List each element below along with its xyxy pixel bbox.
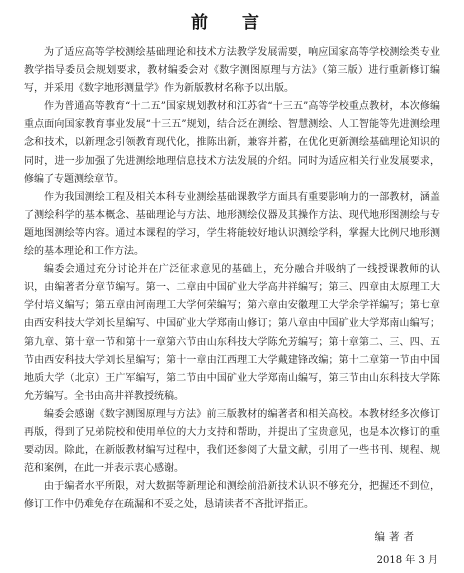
signature-date: 2018 年 3 月: [376, 555, 438, 566]
paragraph-2: 作为普通高等教育“十二五”国家规划教材和江苏省“十三五”高等学校重点教材，本次修编重点面向国家教育事业发展“十三五”规划，结合泛在测绘、智慧测绘、人工智能等先进测绘理念和技术，以新理念引领教育现代化，推陈出新，兼容并蓄，在优化更新测绘基础理论知识的同时，进一步加强了先进测绘地理信息技术方法发展的介绍。同时为适应相关行业发展要求，修编了专题测绘章节。: [24, 101, 440, 185]
page-title: 前 言: [191, 13, 273, 33]
paragraph-3: 作为我国测绘工程及相关本科专业测绘基础课教学方面具有重要影响力的一部教材，涵盖了测绘科学的基本概念、基础理论与方法、地形测绘仪器及其操作方法、现代地形图测绘与专题地图测绘等内容。通过本课程的学习，学生将能较好地认识测绘学科，掌握大比例尺地形测绘的基本理论和工作方法。: [24, 191, 440, 258]
paragraph-5: 编委会感谢《数字测图原理与方法》前三版教材的编著者和相关高校。本教材经多次修订再版，得到了兄弟院校和使用单位的大力支持和帮助，并提出了宝贵意见，也是本次修订的重要动因。除此，在新版教材编写过程中，我们还参阅了大量文献，引用了一些书刊、规程、规范和案例，在此一并表示衷心感谢。: [24, 408, 440, 475]
paragraph-6: 由于编者水平所限，对大数据等新理论和测绘前沿新技术认识不够充分，把握还不到位，修订工作中仍难免存在疏漏和不妥之处，恳请读者不吝批评指正。: [24, 481, 440, 511]
paragraph-1: 为了适应高等学校测绘基础理论和技术方法教学发展需要，响应国家高等学校测绘类专业教学指导委员会规划要求，教材编委会对《数字测图原理与方法》（第三版）进行重新修订编写，并采用《数字地形测量学》作为新版教材名称予以出版。: [24, 47, 440, 95]
author-signature: 编著者: [374, 531, 418, 543]
paragraph-4: 编委会通过充分讨论并在广泛征求意见的基础上，充分融合并吸纳了一线授课教师的认识，由编著者分章节编写。第一、二章由中国矿业大学高井祥编写；第三、四章由太原理工大学付培义编写；第五章由河南理工大学何荣编写；第六章由安徽理工大学余学祥编写；第七章由西安科技大学刘长星编写、中国矿业大学郑南山修订；第八章由中国矿业大学郑南山编写；第九章、第十章一节和第十一章第六节由山东科技大学陈允芳编写；第十章第二、三、四、五节由西安科技大学刘长星编写；第十一章由江西理工大学戴建锋改编；第十二章第一节由中国地质大学（北京）王广军编写，第二节由中国矿业大学郑南山编写，第三节由山东科技大学陈允芳编写。全书由高井祥教授统稿。: [24, 264, 440, 402]
preface-body: [24, 44, 440, 514]
